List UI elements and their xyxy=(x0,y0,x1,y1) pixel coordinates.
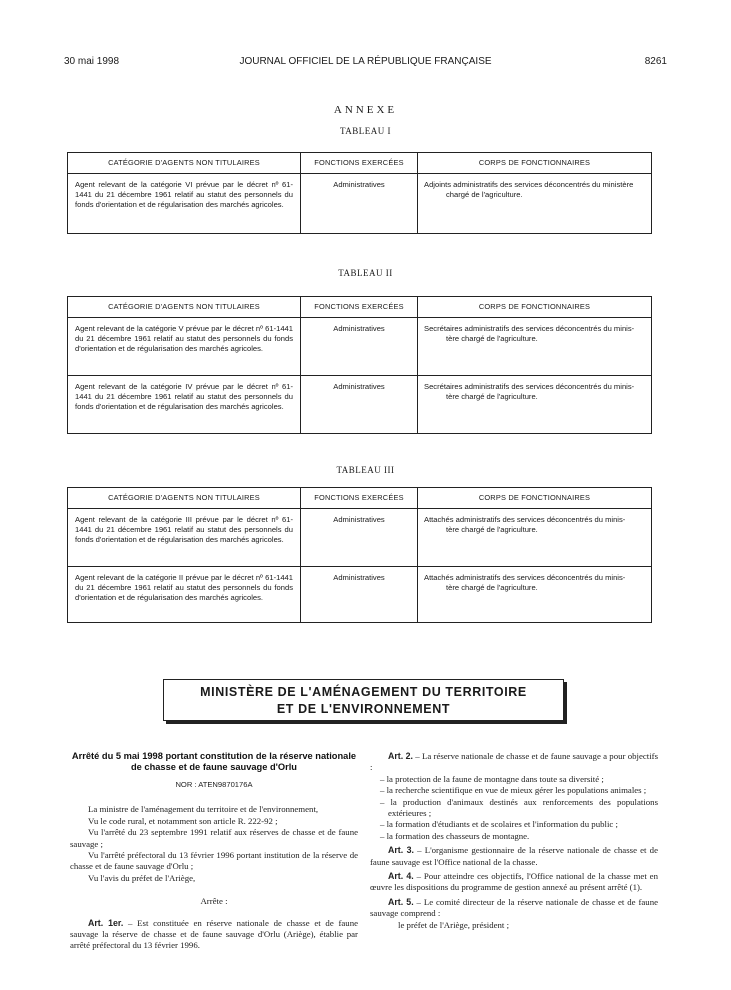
arrete-title: Arrêté du 5 mai 1998 portant constitution de la réserve nationale de chasse et de faune sauvage d'Orlu xyxy=(71,751,357,772)
article-2 xyxy=(370,751,658,774)
ministry-line: ET DE L'ENVIRONNEMENT xyxy=(276,702,451,716)
column-header-functions: FONCTIONS EXERCÉES xyxy=(301,297,418,318)
list-item: – la recherche scientifique en vue de mieux gérer les populations animales ; xyxy=(380,785,647,796)
ministry-line: MINISTÈRE DE L'AMÉNAGEMENT DU TERRITOIRE xyxy=(200,685,527,699)
function-cell: Administratives xyxy=(301,174,418,234)
corps-line: Secrétaires administratifs des services déconcentrés du minis- xyxy=(424,324,635,333)
ministry-heading xyxy=(163,679,564,721)
article-label: Art. 4. xyxy=(388,871,414,882)
corps-line: Adjoints administratifs des services déconcentrés du ministère xyxy=(424,180,634,189)
column-header-functions: FONCTIONS EXERCÉES xyxy=(301,488,418,509)
table-row xyxy=(68,567,652,623)
table-header-row xyxy=(68,297,652,318)
table-header-row xyxy=(68,153,652,174)
article-text: – Est constituée en réserve nationale de chasse et de faune sauvage la réserve de chasse et de faune sauvage d'Orlu (Ariège), établie par arrêté préfectoral du 13 février 1996. xyxy=(70,917,358,951)
page-header xyxy=(0,56,731,70)
journal-title: JOURNAL OFFICIEL DE LA RÉPUBLIQUE FRANÇAISE xyxy=(239,56,492,67)
article-label: Art. 5. xyxy=(388,896,414,907)
list-item: le préfet de l'Ariège, président ; xyxy=(398,919,510,930)
list-item: – la formation d'étudiants et de scolaires et l'information du public ; xyxy=(380,819,618,830)
table-row xyxy=(68,318,652,376)
column-header-category: CATÉGORIE D'AGENTS NON TITULAIRES xyxy=(68,153,301,174)
paragraph: Vu le code rural, et notamment son article R. 222-92 ; xyxy=(88,815,278,826)
corps-cell xyxy=(418,509,652,567)
corps-cell xyxy=(418,567,652,623)
table-header-row xyxy=(68,488,652,509)
corps-line: tère chargé de l'agriculture. xyxy=(446,334,538,343)
list-item: – la formation des chasseurs de montagne. xyxy=(380,830,530,841)
list-item: – la production d'animaux destinés aux renforcements des populations extérieures ; xyxy=(380,796,658,819)
function-cell: Administratives xyxy=(301,567,418,623)
page-number: 8261 xyxy=(644,56,667,67)
arrete-word: Arrête : xyxy=(200,896,228,907)
paragraph: Vu l'avis du préfet de l'Ariège, xyxy=(88,872,196,883)
annexe-heading: ANNEXE xyxy=(333,104,398,116)
function-cell: Administratives xyxy=(301,509,418,567)
corps-cell xyxy=(418,376,652,434)
category-cell: Agent relevant de la catégorie VI prévue par le décret nº 61-1441 du 21 décembre 1961 relatif au statut des personnels du fonds d'orientation et de régularisation des marchés agricoles. xyxy=(68,174,301,234)
paragraph: Vu l'arrêté préfectoral du 13 février 1996 portant institution de la réserve de chasse et de faune sauvage d'Orlu ; xyxy=(70,850,358,872)
article-5 xyxy=(370,897,658,920)
paragraph: Vu l'arrêté du 23 septembre 1991 relatif aux réserves de chasse et de faune sauvage ; xyxy=(70,827,358,849)
table-row xyxy=(68,174,652,234)
text-column-right xyxy=(370,751,658,931)
article-label: Art. 3. xyxy=(388,845,414,856)
article-4 xyxy=(370,871,658,894)
column-header-functions: FONCTIONS EXERCÉES xyxy=(301,153,418,174)
nor-reference: NOR : ATEN9870176A xyxy=(175,780,253,789)
column-header-corps: CORPS DE FONCTIONNAIRES xyxy=(418,153,652,174)
table-row xyxy=(68,509,652,567)
corps-line: tère chargé de l'agriculture. xyxy=(446,392,538,401)
table-row xyxy=(68,376,652,434)
category-cell: Agent relevant de la catégorie V prévue par le décret nº 61-1441 du 21 décembre 1961 relatif au statut des personnels du fonds d'orientation et de régularisation des marchés agricoles. xyxy=(68,318,301,376)
category-cell: Agent relevant de la catégorie II prévue par le décret nº 61-1441 du 21 décembre 1961 relatif au statut des personnels du fonds d'orientation et de régularisation des marchés agricoles. xyxy=(68,567,301,623)
corps-line: chargé de l'agriculture. xyxy=(446,190,523,199)
article-label: Art. 1er. xyxy=(88,917,124,928)
issue-date: 30 mai 1998 xyxy=(64,56,120,67)
column-header-category: CATÉGORIE D'AGENTS NON TITULAIRES xyxy=(68,297,301,318)
paragraph: La ministre de l'aménagement du territoire et de l'environnement, xyxy=(88,804,319,815)
corps-cell xyxy=(418,174,652,234)
category-cell: Agent relevant de la catégorie IV prévue par le décret nº 61-1441 du 21 décembre 1961 relatif au statut des personnels du fonds d'orientation et de régularisation des marchés agricoles. xyxy=(68,376,301,434)
corps-line: tère chargé de l'agriculture. xyxy=(446,583,538,592)
text-column-left xyxy=(70,751,358,952)
list-item: – la protection de la faune de montagne dans toute sa diversité ; xyxy=(380,773,604,784)
corps-line: Secrétaires administratifs des services déconcentrés du minis- xyxy=(424,382,635,391)
column-header-corps: CORPS DE FONCTIONNAIRES xyxy=(418,297,652,318)
function-cell: Administratives xyxy=(301,318,418,376)
corps-line: Attachés administratifs des services déconcentrés du minis- xyxy=(424,515,626,524)
column-header-corps: CORPS DE FONCTIONNAIRES xyxy=(418,488,652,509)
table-title: TABLEAU II xyxy=(338,268,393,278)
article-text: – Pour atteindre ces objectifs, l'Office national de la chasse met en œuvre les dispositions du programme de gestion annexé au présent arrêté (1). xyxy=(370,871,658,893)
article-text: – La réserve nationale de chasse et de faune sauvage a pour objectifs : xyxy=(370,751,658,773)
column-header-category: CATÉGORIE D'AGENTS NON TITULAIRES xyxy=(68,488,301,509)
article-3 xyxy=(370,845,658,868)
table-title: TABLEAU I xyxy=(339,126,392,136)
function-cell: Administratives xyxy=(301,376,418,434)
article-text: – Le comité directeur de la réserve nationale de chasse et de faune sauvage comprend : xyxy=(370,896,658,919)
corps-cell xyxy=(418,318,652,376)
corps-line: tère chargé de l'agriculture. xyxy=(446,525,538,534)
table-title: TABLEAU III xyxy=(336,465,395,475)
table-2 xyxy=(67,296,652,434)
article-label: Art. 2. xyxy=(388,751,414,761)
article-1 xyxy=(70,918,358,952)
category-cell: Agent relevant de la catégorie III prévue par le décret nº 61-1441 du 21 décembre 1961 relatif au statut des personnels du fonds d'orientation et de régularisation des marchés agricoles. xyxy=(68,509,301,567)
article-text: – L'organisme gestionnaire de la réserve nationale de chasse et de faune sauvage est l'Office national de la chasse. xyxy=(370,845,658,867)
corps-line: Attachés administratifs des services déconcentrés du minis- xyxy=(424,573,626,582)
table-3 xyxy=(67,487,652,623)
table-1 xyxy=(67,152,652,234)
